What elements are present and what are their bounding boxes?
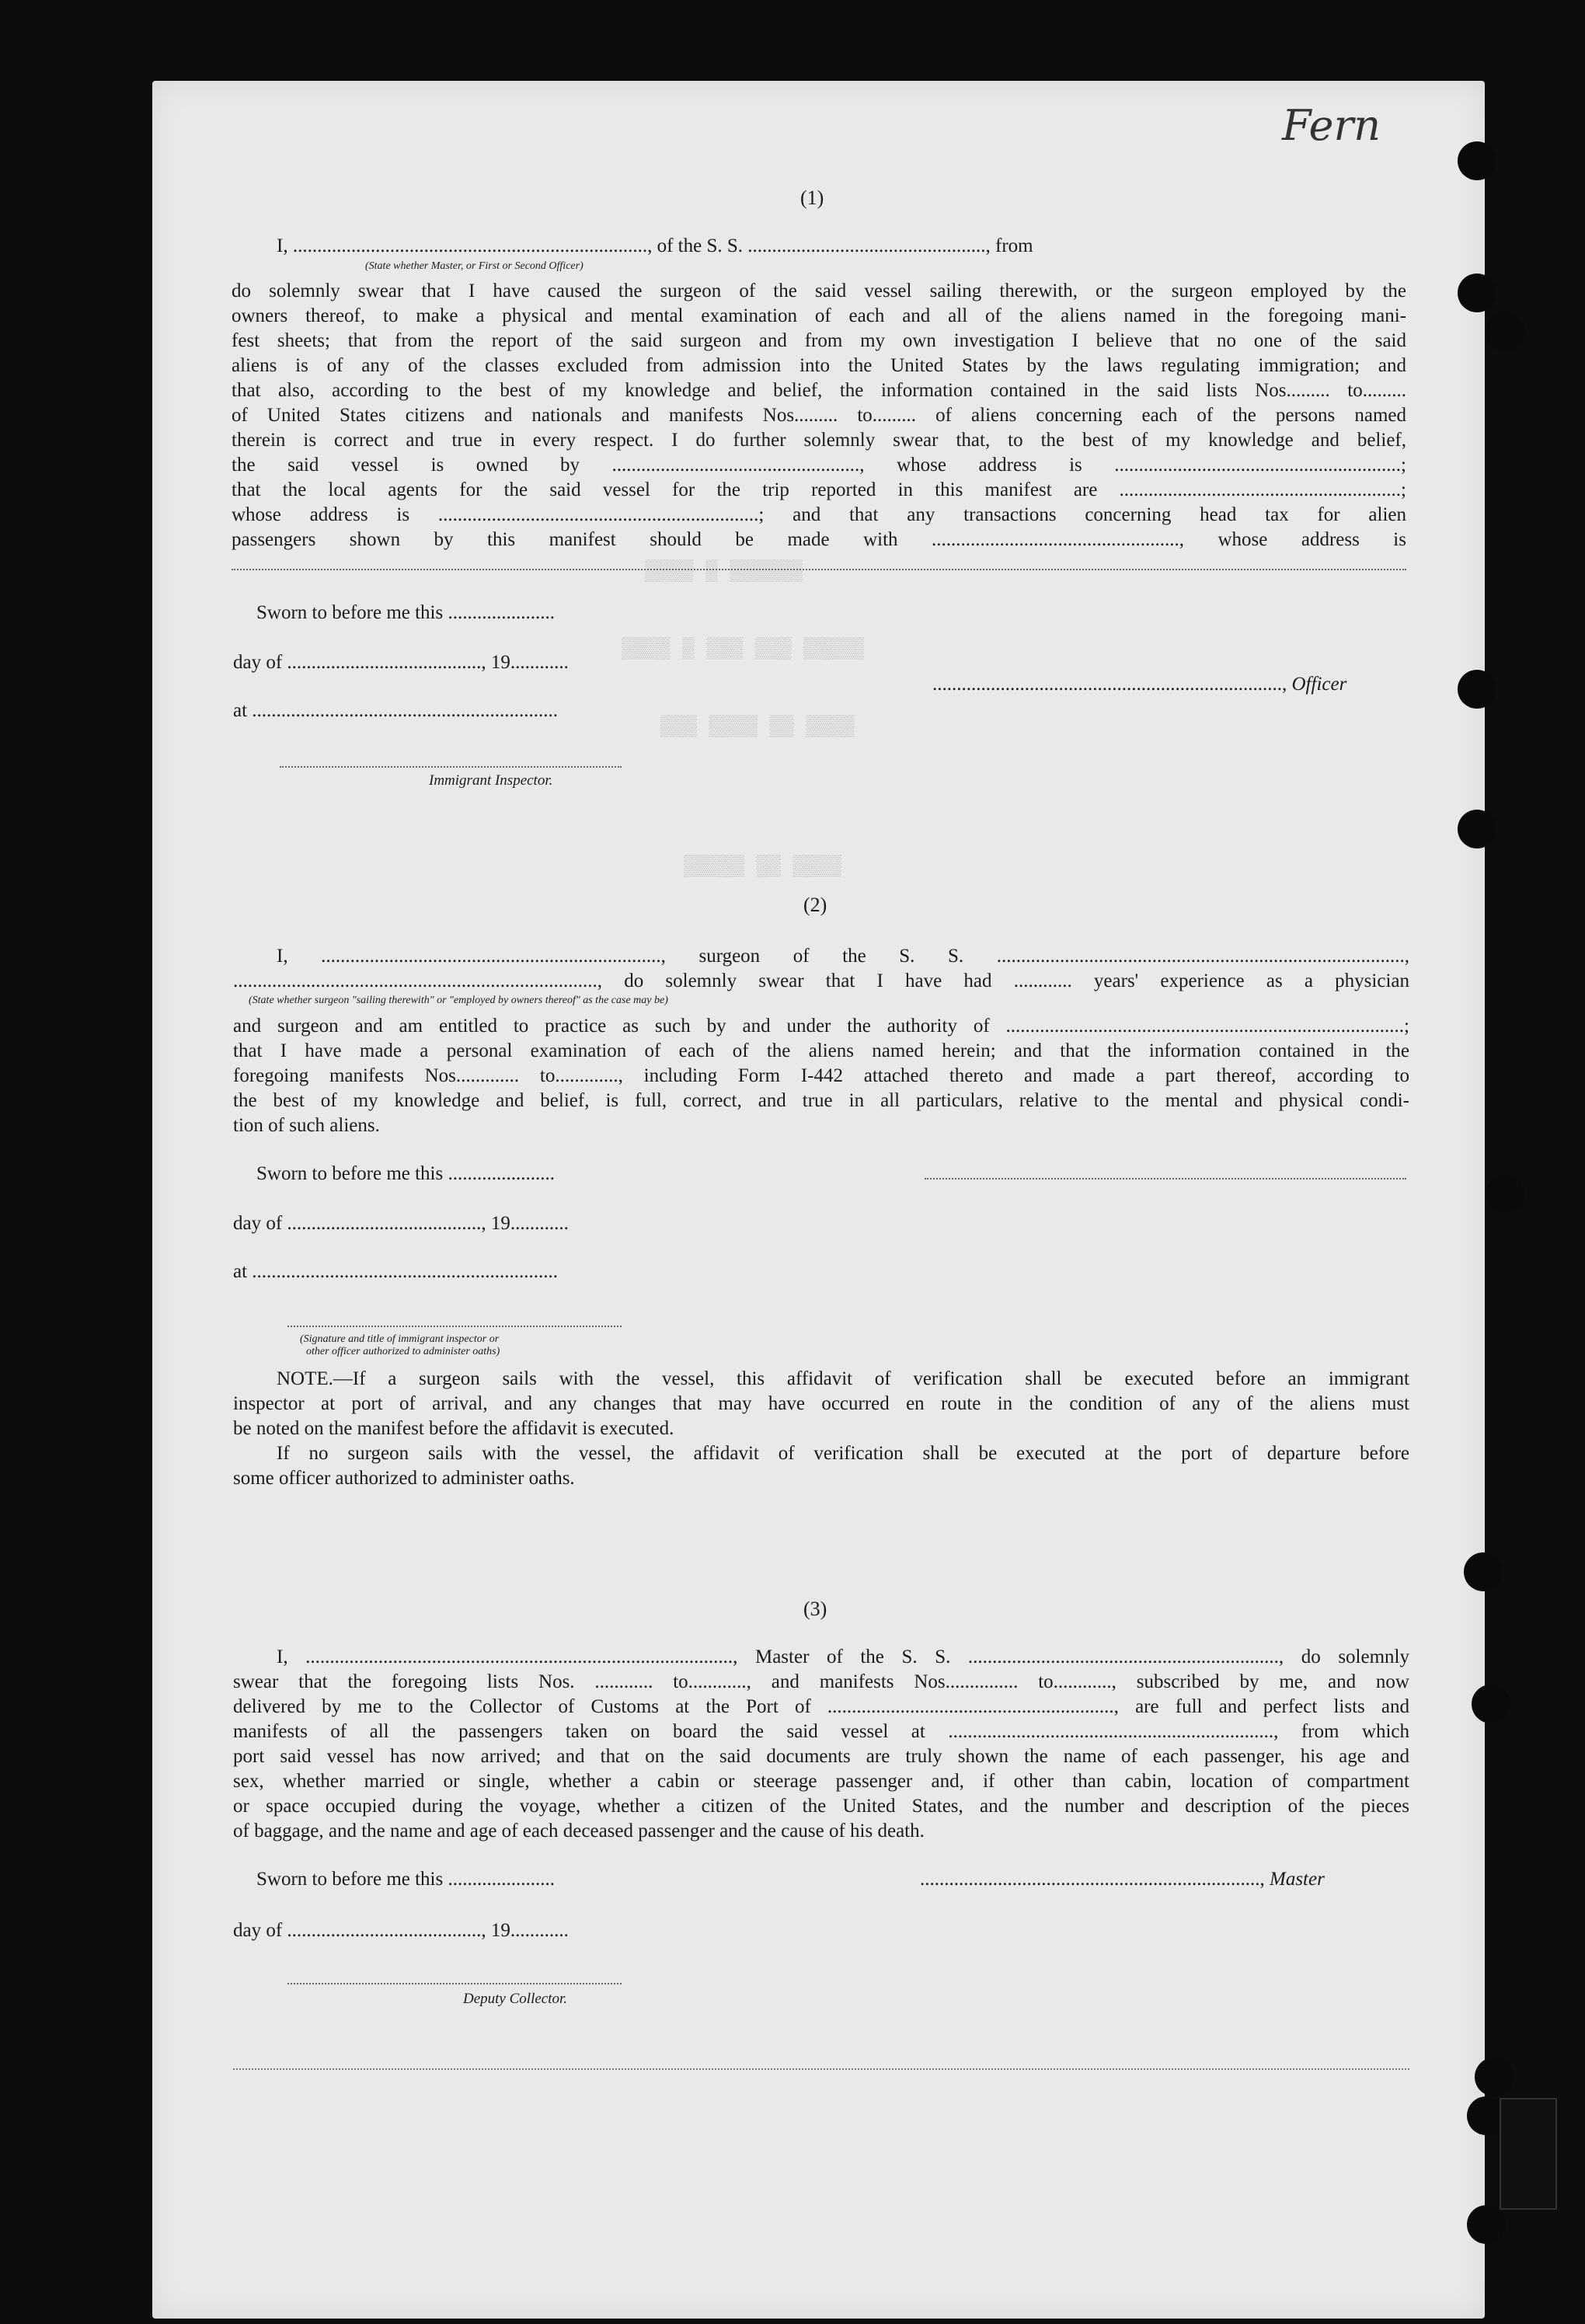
sec2-sig-note: (Signature and title of immigrant inspector or bbox=[300, 1333, 500, 1345]
bottom-rule bbox=[233, 2068, 1409, 2070]
bleed-through: ▒▒▒▒▒ ▒▒ ▒▒▒▒ bbox=[684, 855, 841, 878]
punch-hole bbox=[1472, 1685, 1510, 1723]
sec3-day: day of ........................................, 19............ bbox=[233, 1920, 569, 1941]
sec3-body-line: port said vessel has now arrived; and that on the said documents are truly shown the name of each passenger, his age and bbox=[233, 1746, 1409, 1767]
binder-tab bbox=[1500, 2098, 1557, 2210]
sec1-officer-signature bbox=[932, 673, 1346, 696]
punch-hole bbox=[1458, 810, 1496, 848]
sec3-body-line: sex, whether married or single, whether a cabin or steerage passenger and, if other than cabin, location of compartment bbox=[233, 1771, 1409, 1792]
sec3-master-signature bbox=[920, 1868, 1325, 1891]
officer-label: Officer bbox=[1291, 674, 1347, 695]
sec1-inspector-label: Immigrant Inspector. bbox=[429, 772, 553, 789]
sec1-body-line: owners thereof, to make a physical and mental examination of each and all of the aliens named in the foregoing mani- bbox=[232, 305, 1406, 326]
sec2-inspector-line bbox=[287, 1326, 622, 1327]
master-label: Master bbox=[1270, 1869, 1325, 1890]
sec3-body-line: swear that the foregoing lists Nos. ............ to............, and manifests Nos............... to............, subscribed by me, and now bbox=[233, 1671, 1409, 1692]
note-line: NOTE.—If a surgeon sails with the vessel, this affidavit of verification shall be executed before an immigrant bbox=[277, 1368, 1409, 1389]
sec1-body-line: that the local agents for the said vessel for the trip reported in this manifest are ..........................................................; bbox=[232, 479, 1406, 500]
punch-hole bbox=[1467, 2205, 1506, 2244]
punch-hole bbox=[1458, 141, 1496, 180]
punch-hole bbox=[1464, 1552, 1503, 1591]
sec1-body-line: of United States citizens and nationals and manifests Nos......... to......... of aliens concerning each of the persons named bbox=[232, 405, 1406, 426]
sec3-body-line: or space occupied during the voyage, whether a citizen of the United States, and the number and description of the pieces bbox=[233, 1796, 1409, 1817]
section-1-number: (1) bbox=[800, 186, 824, 209]
sec3-body-line: of baggage, and the name and age of each deceased passenger and the cause of his death. bbox=[233, 1821, 925, 1841]
sec2-line1: I, ......................................................................, surgeon of the S. S. ...................................................................................., bbox=[277, 946, 1409, 967]
sec1-inspector-line bbox=[280, 766, 622, 768]
punch-hole bbox=[1458, 670, 1496, 709]
sec3-deputy-line bbox=[287, 1983, 622, 1984]
note-line: inspector at port of arrival, and any changes that may have occurred en route in the condition of any of the aliens must bbox=[233, 1393, 1409, 1414]
sec1-body-line: do solemnly swear that I have caused the surgeon of the said vessel sailing therewith, or the surgeon employed by the bbox=[232, 280, 1406, 301]
sec2-day: day of ........................................, 19............ bbox=[233, 1213, 569, 1234]
note-line: be noted on the manifest before the affidavit is executed. bbox=[233, 1418, 674, 1439]
sec1-body-line: whose address is ..................................................................; and that any transactions concerning head tax for alien bbox=[232, 504, 1406, 525]
sec2-sig-note: other officer authorized to administer oaths) bbox=[306, 1346, 500, 1357]
note-line: If no surgeon sails with the vessel, the affidavit of verification shall be executed at the port of departure before bbox=[277, 1443, 1409, 1464]
punch-hole bbox=[1486, 1175, 1524, 1214]
sec2-at: at ............................................................... bbox=[233, 1261, 559, 1282]
sec1-body-line: the said vessel is owned by ..................................................., whose address is ...........................................................; bbox=[232, 455, 1406, 476]
note-line: some officer authorized to administer oaths. bbox=[233, 1468, 575, 1489]
sec3-sworn: Sworn to before me this ...................... bbox=[256, 1869, 555, 1890]
sec2-surgeon-note: (State whether surgeon "sailing therewith" or "employed by owners thereof" as the case may be) bbox=[249, 995, 668, 1006]
sec3-body-line: I, ........................................................................................, Master of the S. S. ................................................................, do solemnly bbox=[277, 1646, 1409, 1667]
sec2-body-line: the best of my knowledge and belief, is full, correct, and true in all particulars, relative to the mental and physical condi- bbox=[233, 1090, 1409, 1111]
sec1-blank-line bbox=[232, 569, 1406, 570]
sec2-signature-line bbox=[925, 1178, 1406, 1179]
bleed-through: ▒▒▒▒ ▒ ▒▒▒ ▒▒▒ ▒▒▒▒▒ bbox=[622, 637, 865, 660]
punch-hole bbox=[1458, 274, 1496, 312]
sec2-body-line: tion of such aliens. bbox=[233, 1115, 380, 1136]
sec2-body-line: and surgeon and am entitled to practice as such by and under the authority of ..................................................................................; bbox=[233, 1016, 1409, 1037]
master-line: ......................................................................, bbox=[920, 1869, 1270, 1890]
section-2-number: (2) bbox=[803, 894, 827, 916]
sec2-body-line: foregoing manifests Nos............. to............., including Form I-442 attached thereto and made a part thereof, according to bbox=[233, 1065, 1409, 1086]
sec1-sworn: Sworn to before me this ...................... bbox=[256, 602, 555, 623]
sec3-body-line: delivered by me to the Collector of Customs at the Port of ..........................................................., are full and perfect lists and bbox=[233, 1696, 1409, 1717]
bleed-through: ▒▒▒ ▒▒▒▒ ▒▒ ▒▒▒▒ bbox=[660, 715, 855, 738]
punch-hole bbox=[1475, 2057, 1514, 2096]
sec2-sworn: Sworn to before me this ...................... bbox=[256, 1163, 555, 1184]
sec1-body-line: that also, according to the best of my knowledge and belief, the information contained in the said lists Nos......... to......... bbox=[232, 380, 1406, 401]
sec1-at: at ............................................................... bbox=[233, 700, 559, 721]
sec1-line1: I, ........................................................................., of the S. S. ................................................., from bbox=[277, 235, 1033, 256]
sec3-body-line: manifests of all the passengers taken on board the said vessel at ..................................................................., from which bbox=[233, 1721, 1409, 1742]
sec2-line2: ..........................................................................., do solemnly swear that I have had ............ years' experience as a physician bbox=[233, 970, 1409, 991]
sec2-body-line: that I have made a personal examination of each of the aliens named herein; and that the information contained in the bbox=[233, 1040, 1409, 1061]
sec1-body-line: aliens is of any of the classes excluded from admission into the United States by the laws regulating immigration; and bbox=[232, 355, 1406, 376]
section-3-number: (3) bbox=[803, 1598, 827, 1620]
handwritten-annotation: Fern bbox=[1282, 101, 1381, 150]
sec1-officer-note: (State whether Master, or First or Second Officer) bbox=[365, 260, 583, 272]
officer-line: ........................................................................, bbox=[932, 674, 1292, 695]
sec1-body-line: fest sheets; that from the report of the said surgeon and from my own investigation I believe that no one of the said bbox=[232, 330, 1406, 351]
bleed-through: ▒▒▒▒ ▒ ▒▒▒▒▒▒ bbox=[645, 559, 803, 583]
sec3-deputy-label: Deputy Collector. bbox=[463, 1991, 568, 2007]
sec1-body-line: therein is correct and true in every respect. I do further solemnly swear that, to the best of my knowledge and belief, bbox=[232, 430, 1406, 451]
sec1-day: day of ........................................, 19............ bbox=[233, 652, 569, 673]
sec1-body-line: passengers shown by this manifest should be made with ..................................................., whose address is bbox=[232, 529, 1406, 550]
punch-hole bbox=[1486, 312, 1524, 351]
